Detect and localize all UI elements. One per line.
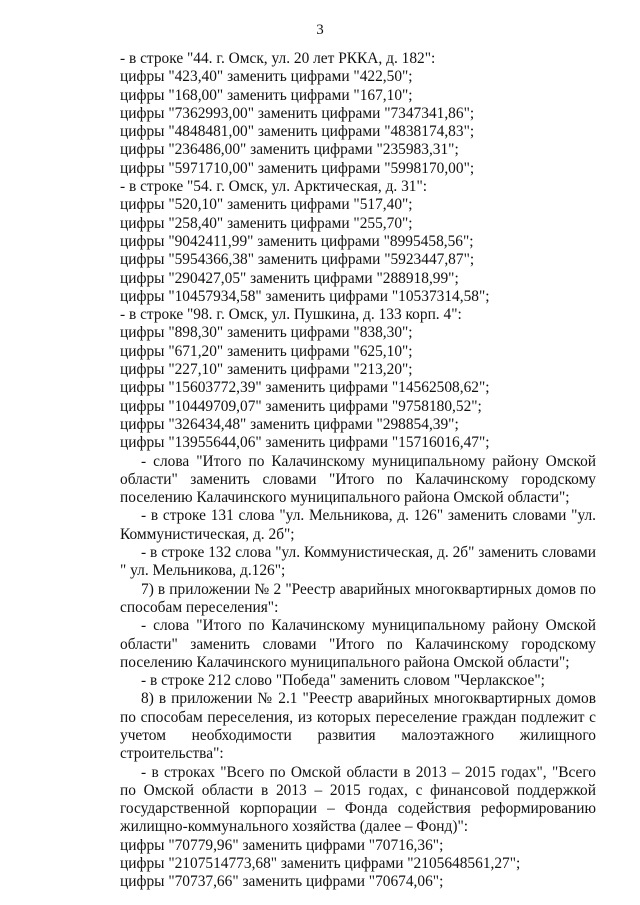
amendment-line: цифры "898,30" заменить цифрами "838,30";	[120, 324, 413, 342]
amendment-line: цифры "70737,66" заменить цифрами "70674,06";	[120, 873, 444, 891]
amendment-line: - в строке "98. г. Омск, ул. Пушкина, д. 133 корп. 4":	[120, 306, 462, 324]
paragraph-total-kalachinsk-1: - слова "Итого по Калачинскому муниципальному району Омской области" заменить словами "Итого по Калачинскому городскому поселению Калачинского муниципального района Омской области";	[120, 452, 596, 507]
paragraph-appendix-2-1: 8) в приложении № 2.1 "Реестр аварийных многоквартирных домов по способам переселения, из которых переселение граждан подлежит с учетом необходимости развития малоэтажного жилищного строительства":	[120, 690, 596, 763]
paragraph-row-131: - в строке 131 слова "ул. Мельникова, д. 126" заменить словами "ул. Коммунистическая, д. 2б";	[120, 507, 596, 543]
amendment-line: цифры "15603772,39" заменить цифрами "14562508,62";	[120, 379, 490, 397]
amendment-line: цифры "70779,96" заменить цифрами "70716,36";	[120, 836, 444, 854]
amendment-line: цифры "326434,48" заменить цифрами "298854,39";	[120, 415, 459, 433]
paragraph-row-212: - в строке 212 слово "Победа" заменить словом "Черлакское";	[141, 672, 545, 690]
amendment-line: - в строке "44. г. Омск, ул. 20 лет РККА, д. 182":	[120, 50, 436, 67]
amendment-line: цифры "13955644,06" заменить цифрами "15716016,47";	[120, 434, 490, 452]
amendment-line: цифры "7362993,00" заменить цифрами "7347341,86";	[120, 104, 475, 122]
amendment-line: цифры "227,10" заменить цифрами "213,20";	[120, 361, 413, 379]
amendment-line: цифры "9042411,99" заменить цифрами "8995458,56";	[120, 232, 474, 250]
document-body	[120, 50, 596, 892]
amendment-line: цифры "4848481,00" заменить цифрами "4838174,83";	[120, 123, 475, 141]
amendment-line: цифры "520,10" заменить цифрами "517,40";	[120, 196, 413, 214]
amendment-line: цифры "10449709,07" заменить цифрами "9758180,52";	[120, 397, 482, 415]
paragraph-totals-2013-2015: - в строках "Всего по Омской области в 2013 – 2015 годах", "Всего по Омской области в 2013 – 2015 годах, с финансовой поддержкой государственной корпорации – Фонда содействия реформированию жилищно-коммунального хозяйства (далее – Фонд)":	[120, 763, 596, 836]
amendment-line: цифры "671,20" заменить цифрами "625,10";	[120, 342, 413, 360]
amendment-line: цифры "423,40" заменить цифрами "422,50";	[120, 68, 413, 86]
amendment-line: - в строке "54. г. Омск, ул. Арктическая, д. 31":	[120, 178, 428, 196]
amendment-line: цифры "2107514773,68" заменить цифрами "2105648561,27";	[120, 855, 521, 873]
amendment-line: цифры "10457934,58" заменить цифрами "10537314,58";	[120, 287, 490, 305]
amendment-line: цифры "258,40" заменить цифрами "255,70";	[120, 214, 413, 232]
paragraph-total-kalachinsk-2: - слова "Итого по Калачинскому муниципальному району Омской области" заменить словами "Итого по Калачинскому городскому поселению Калачинского муниципального района Омской области";	[120, 617, 596, 671]
amendments-list-1	[120, 50, 596, 453]
page-number: 3	[316, 22, 324, 38]
paragraph-row-132: - в строке 132 слова "ул. Коммунистическая, д. 2б" заменить словами " ул. Мельникова, д.126";	[120, 544, 596, 580]
paragraph-appendix-2: 7) в приложении № 2 "Реестр аварийных многоквартирных домов по способам переселения":	[120, 580, 596, 616]
amendment-line: цифры "5971710,00" заменить цифрами "5998170,00";	[120, 159, 475, 177]
amendment-line: цифры "5954366,38" заменить цифрами "5923447,87";	[120, 251, 475, 269]
amendment-line: цифры "290427,05" заменить цифрами "288918,99";	[120, 269, 459, 287]
amendment-line: цифры "168,00" заменить цифрами "167,10";	[120, 86, 413, 104]
amendment-line: цифры "236486,00" заменить цифрами "235983,31";	[120, 141, 459, 159]
amendments-list-2	[120, 837, 596, 892]
